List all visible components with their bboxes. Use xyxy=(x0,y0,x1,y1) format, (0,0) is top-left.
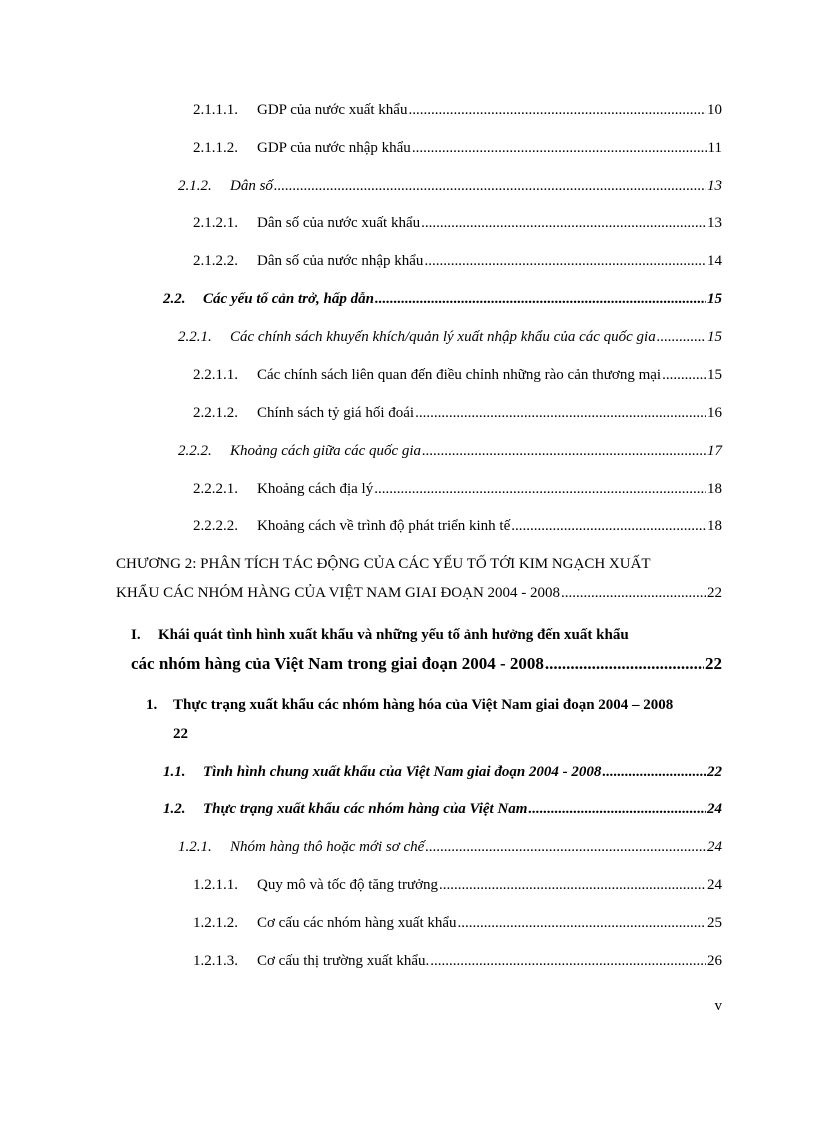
toc-leader-dots xyxy=(421,214,706,232)
toc-entry-number: 2.1.2. xyxy=(178,178,212,194)
toc-entry-page: 15 xyxy=(707,367,722,383)
toc-entry-page: 16 xyxy=(707,405,722,421)
toc-entry-number: 1.2.1.3. xyxy=(193,953,238,969)
toc-leader-dots xyxy=(374,480,706,498)
toc-chapter-2-line1[interactable]: CHƯƠNG 2: PHÂN TÍCH TÁC ĐỘNG CỦA CÁC YẾU TỐ TỚI KIM NGẠCH XUẤT xyxy=(116,556,651,572)
toc-entry[interactable] xyxy=(178,177,722,195)
toc-entry-title: Dân số xyxy=(230,178,273,194)
toc-entry-page: 14 xyxy=(707,253,722,269)
toc-entry-page: 11 xyxy=(707,140,722,156)
toc-entry-title: Tình hình chung xuất khẩu của Việt Nam giai đoạn 2004 - 2008 xyxy=(203,764,602,780)
toc-entry[interactable] xyxy=(193,252,722,270)
toc-entry-number: 1.2.1.1. xyxy=(193,877,238,893)
toc-entry-title-line2: các nhóm hàng của Việt Nam trong giai đoạn 2004 - 2008 xyxy=(131,654,544,673)
toc-entry[interactable] xyxy=(193,517,722,535)
toc-chapter-2[interactable] xyxy=(116,584,722,602)
toc-leader-dots xyxy=(375,290,706,308)
toc-entry-number: 2.2.1. xyxy=(178,329,212,345)
toc-entry-title: Cơ cấu các nhóm hàng xuất khẩu xyxy=(257,915,457,931)
toc-entry-page: 24 xyxy=(707,839,722,855)
toc-entry-title: Dân số của nước xuất khẩu xyxy=(257,215,421,231)
toc-entry-title: Quy mô và tốc độ tăng trưởng xyxy=(257,877,439,893)
toc-entry-number: 2.2.2.2. xyxy=(193,518,238,534)
toc-entry-page: 24 xyxy=(707,877,722,893)
toc-entry-page: 10 xyxy=(707,102,722,118)
toc-entry-page: 15 xyxy=(707,329,722,345)
toc-entry[interactable] xyxy=(178,838,722,856)
toc-entry-page: 18 xyxy=(707,481,722,497)
toc-entry-title: GDP của nước nhập khẩu xyxy=(257,140,411,156)
toc-leader-dots xyxy=(657,328,706,346)
toc-entry-page: 18 xyxy=(707,518,722,534)
toc-entry-title: Khoảng cách địa lý xyxy=(257,481,374,497)
toc-entry[interactable] xyxy=(178,442,722,460)
toc-entry-number: 1.1. xyxy=(163,764,186,780)
toc-entry-page: 22 xyxy=(707,585,722,601)
toc-leader-dots xyxy=(408,101,706,119)
toc-entry-page: 24 xyxy=(707,801,722,817)
toc-leader-dots xyxy=(274,177,706,195)
toc-leader-dots xyxy=(439,876,706,894)
toc-entry-title: Khái quát tình hình xuất khẩu và những yếu tố ảnh hưởng đến xuất khẩu xyxy=(158,627,629,643)
toc-entry-number: 2.2.2. xyxy=(178,443,212,459)
toc-entry[interactable] xyxy=(178,328,722,346)
toc-entry[interactable] xyxy=(163,800,722,818)
toc-leader-dots xyxy=(430,952,706,970)
toc-entry-page: 22 xyxy=(173,726,188,742)
toc-entry-number: 2.2. xyxy=(163,291,186,307)
toc-entry-title: Cơ cấu thị trường xuất khẩu. xyxy=(257,953,430,969)
toc-entry-number: 2.1.1.1. xyxy=(193,102,238,118)
toc-section-I[interactable] xyxy=(131,655,722,673)
toc-entry-title: Các yếu tố cản trở, hấp dẫn xyxy=(203,291,374,307)
toc-entry-number: 2.2.1.2. xyxy=(193,405,238,421)
toc-leader-dots xyxy=(545,655,704,673)
toc-entry[interactable] xyxy=(193,876,722,894)
toc-leader-dots xyxy=(412,139,707,157)
toc-entry-page: 13 xyxy=(707,215,722,231)
toc-entry-page: 22 xyxy=(707,764,722,780)
toc-leader-dots xyxy=(511,517,706,535)
toc-entry[interactable] xyxy=(193,214,722,232)
toc-entry-page: 17 xyxy=(707,443,722,459)
toc-section-1[interactable] xyxy=(146,696,673,714)
toc-entry-page: 25 xyxy=(707,915,722,931)
toc-leader-dots xyxy=(422,442,706,460)
toc-leader-dots xyxy=(561,584,706,602)
toc-entry[interactable] xyxy=(193,366,722,384)
toc-entry[interactable] xyxy=(193,952,722,970)
toc-entry-title: Các chính sách khuyến khích/quản lý xuất nhập khẩu của các quốc gia xyxy=(230,329,656,345)
toc-entry-page: 13 xyxy=(707,178,722,194)
toc-entry-page: 22 xyxy=(705,654,722,673)
toc-entry[interactable] xyxy=(193,404,722,422)
toc-entry-title: Khoảng cách giữa các quốc gia xyxy=(230,443,422,459)
toc-entry-title: Chính sách tỷ giá hối đoái xyxy=(257,405,415,421)
toc-entry-page: 26 xyxy=(707,953,722,969)
toc-entry-title: Nhóm hàng thô hoặc mới sơ chế xyxy=(230,839,425,855)
toc-leader-dots xyxy=(662,366,706,384)
toc-entry[interactable] xyxy=(163,290,722,308)
toc-entry-number: 2.1.1.2. xyxy=(193,140,238,156)
toc-leader-dots xyxy=(528,800,706,818)
toc-entry[interactable] xyxy=(193,480,722,498)
toc-entry[interactable] xyxy=(163,763,722,781)
page-number: v xyxy=(714,998,722,1014)
toc-leader-dots xyxy=(425,838,706,856)
toc-entry[interactable] xyxy=(193,139,722,157)
toc-entry-number: 1.2.1. xyxy=(178,839,212,855)
toc-entry-title: Thực trạng xuất khẩu các nhóm hàng hóa của Việt Nam giai đoạn 2004 – 2008 xyxy=(173,697,674,713)
toc-entry-number: 1. xyxy=(146,697,158,713)
toc-entry-title: Khoảng cách về trình độ phát triển kinh tế xyxy=(257,518,511,534)
toc-leader-dots xyxy=(415,404,706,422)
toc-entry-page: 15 xyxy=(707,291,722,307)
toc-entry-title: Thực trạng xuất khẩu các nhóm hàng của Việt Nam xyxy=(203,801,528,817)
toc-entry-number: 2.1.2.2. xyxy=(193,253,238,269)
toc-entry-title: Các chính sách liên quan đến điều chỉnh những rào cản thương mại xyxy=(257,367,662,383)
toc-entry-number: 2.1.2.1. xyxy=(193,215,238,231)
toc-entry-number: 2.2.1.1. xyxy=(193,367,238,383)
toc-entry-number: 1.2. xyxy=(163,801,186,817)
toc-leader-dots xyxy=(602,763,706,781)
toc-chapter-2-line2: KHẨU CÁC NHÓM HÀNG CỦA VIỆT NAM GIAI ĐOẠN 2004 - 2008 xyxy=(116,585,561,601)
toc-entry-number: I. xyxy=(131,627,141,643)
toc-entry[interactable] xyxy=(193,914,722,932)
toc-entry-number: 2.2.2.1. xyxy=(193,481,238,497)
toc-leader-dots xyxy=(424,252,706,270)
toc-entry-number: 1.2.1.2. xyxy=(193,915,238,931)
toc-section-I-line1[interactable] xyxy=(131,626,629,644)
toc-entry-title: GDP của nước xuất khẩu xyxy=(257,102,408,118)
toc-entry[interactable] xyxy=(193,101,722,119)
toc-entry-title: Dân số của nước nhập khẩu xyxy=(257,253,424,269)
toc-leader-dots xyxy=(458,914,706,932)
